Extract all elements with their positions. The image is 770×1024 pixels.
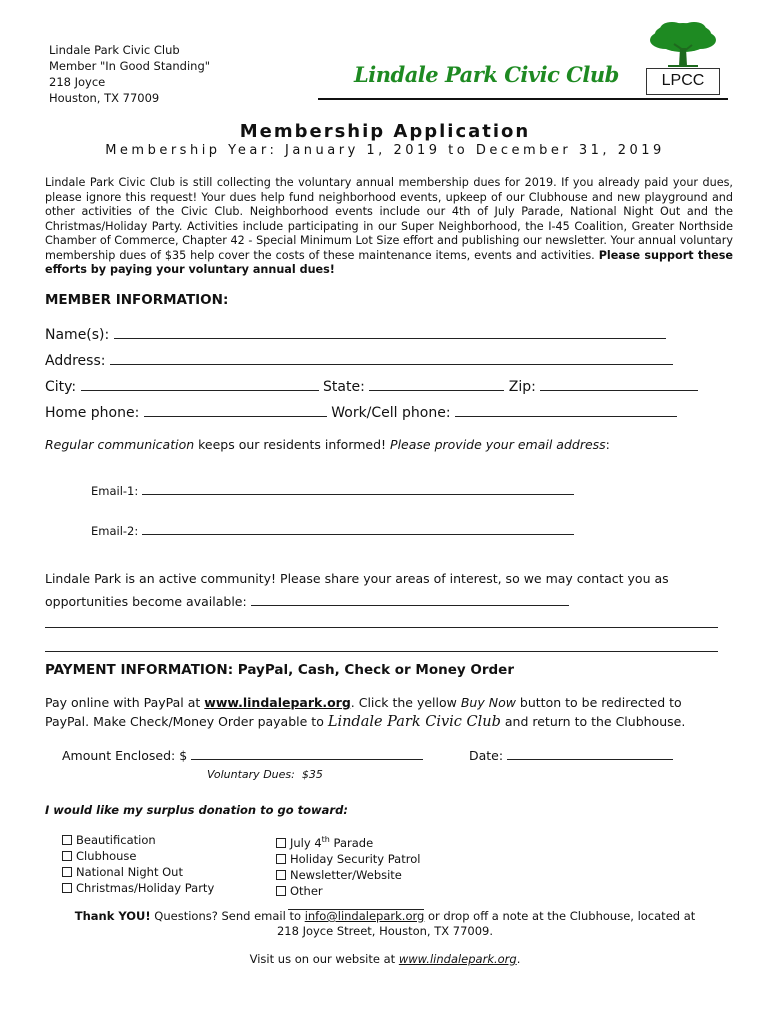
visit-note [0,952,770,966]
interest-line-2-text: opportunities become available: [45,594,247,609]
home-phone-field[interactable] [144,403,327,417]
email1-row [91,483,574,498]
clubhouse-address: 218 Joyce Street, Houston, TX 77009. [276,924,494,938]
interest-line-1: Lindale Park is an active community! Please share your areas of interest, so we may contact you as [45,571,669,586]
option-label: Other [290,884,323,898]
intro-bold: Please support these efforts by paying your voluntary annual dues! [45,248,733,276]
member-info-heading: MEMBER INFORMATION: [45,292,229,308]
page-title: Membership Application [239,121,531,142]
option-label: Parade [329,836,374,850]
pay-text: . Click the yellow [350,695,461,710]
option-label-sup: th [321,835,330,844]
buy-now-text: Buy Now [460,695,516,710]
checkbox[interactable] [62,835,72,845]
address-row [45,351,673,369]
donation-option[interactable] [62,832,214,848]
city-row [45,377,698,395]
comm-end: : [605,437,610,452]
club-address [49,42,210,106]
donation-options-right [276,832,420,899]
address-line: Houston, TX 77009 [49,91,160,105]
names-field[interactable] [114,325,666,339]
email2-label: Email-2: [91,524,139,538]
thanks-text: Questions? Send email to [150,909,305,923]
address-line: 218 Joyce [49,75,106,89]
donation-heading: I would like my surplus donation to go toward: [45,803,348,817]
date-row [469,748,673,763]
communication-note [45,437,610,452]
checkbox[interactable] [276,854,286,864]
home-phone-label: Home phone: [45,405,140,421]
address-field[interactable] [110,351,673,365]
interest-field[interactable] [251,594,569,606]
state-label: State: [323,379,365,395]
paypal-website-link[interactable]: www.lindalepark.org [204,695,351,710]
option-label: Christmas/Holiday Party [76,881,215,895]
pay-text: Pay online with PayPal at [45,695,205,710]
interest-extra-line-1[interactable] [45,627,718,628]
voluntary-dues-note: Voluntary Dues: $35 [207,768,323,781]
checkbox[interactable] [62,883,72,893]
interest-line-2 [45,590,669,613]
website-link[interactable]: www.lindalepark.org [398,952,517,966]
donation-options-left [62,832,214,896]
pay-text: PayPal. Make Check/Money Order payable to [45,714,328,729]
amount-label: Amount Enclosed: $ [62,748,188,763]
address-line: Lindale Park Civic Club [49,43,180,57]
amount-row [62,748,423,763]
option-label: Beautification [76,833,156,847]
donation-option[interactable] [276,867,420,883]
date-label: Date: [469,748,504,763]
comm-italic-1: Regular communication [45,437,195,452]
work-phone-field[interactable] [455,403,677,417]
interest-extra-line-2[interactable] [45,651,718,652]
address-line: Member "In Good Standing" [49,59,211,73]
donation-option[interactable] [276,883,420,899]
names-row [45,325,666,343]
intro-text: Lindale Park Civic Club is still collecting the voluntary annual membership dues for 2019. If you already paid your dues, please ignore this request! Your dues help fund neighborhood events, upkeep of our Clubhouse and new playground and other activities of the Civic Club. Neighborhood events include our 4th of July Parade, National Night Out and the Christmas/Holiday Party. Activities include participating in our Super Neighborhood, the I-45 Coalition, Greater Northside Chamber of Commerce, Chapter 42 - Special Minimum Lot Size effort and publishing our newsletter. Your annual voluntary membership dues of $35 help cover the costs of these maintenance items, events and activities. [45,176,733,262]
email-link[interactable]: info@lindalepark.org [304,909,425,923]
option-label: National Night Out [76,865,183,879]
pay-text: and return to the Clubhouse. [500,714,686,729]
option-label: Newsletter/Website [290,868,402,882]
thanks-text: or drop off a note at the Clubhouse, located at [424,909,696,923]
donation-option[interactable] [62,880,214,896]
intro-paragraph [45,176,733,278]
payment-heading: PAYMENT INFORMATION: PayPal, Cash, Check or Money Order [45,662,514,678]
email2-field[interactable] [142,523,574,535]
names-label: Name(s): [45,327,110,343]
email1-field[interactable] [142,483,574,495]
address-label: Address: [45,353,106,369]
option-label: Clubhouse [76,849,137,863]
work-phone-label: Work/Cell phone: [331,405,451,421]
donation-option[interactable] [62,864,214,880]
visit-text: Visit us on our website at [249,952,399,966]
donation-option[interactable] [62,848,214,864]
donation-option[interactable] [276,851,420,867]
comm-italic-2: Please provide your email address [390,437,606,452]
brand-name: Lindale Park Civic Club [354,62,619,87]
zip-field[interactable] [540,377,698,391]
checkbox[interactable] [276,870,286,880]
pay-text: button to be redirected to [515,695,682,710]
tree-logo-icon [646,20,720,68]
checkbox[interactable] [62,851,72,861]
state-field[interactable] [369,377,504,391]
option-label: Holiday Security Patrol [290,852,421,866]
email1-label: Email-1: [91,484,139,498]
payable-club-name: Lindale Park Civic Club [327,714,501,730]
zip-label: Zip: [508,379,536,395]
checkbox[interactable] [276,838,286,848]
email2-row [91,523,574,538]
date-field[interactable] [507,748,673,760]
option-label: July 4 [290,836,322,850]
payment-instructions [45,693,685,732]
membership-year: Membership Year: January 1, 2019 to December 31, 2019 [105,143,665,158]
checkbox[interactable] [62,867,72,877]
thanks-note [0,909,770,939]
city-label: City: [45,379,77,395]
amount-field[interactable] [191,748,423,760]
thanks-bold: Thank YOU! [74,909,151,923]
checkbox[interactable] [276,886,286,896]
phone-row [45,403,677,421]
visit-text: . [516,952,521,966]
interest-paragraph [45,567,669,613]
comm-middle: keeps our residents informed! [194,437,391,452]
city-field[interactable] [81,377,319,391]
donation-option[interactable] [276,832,420,851]
lpcc-logo: LPCC [646,68,720,95]
